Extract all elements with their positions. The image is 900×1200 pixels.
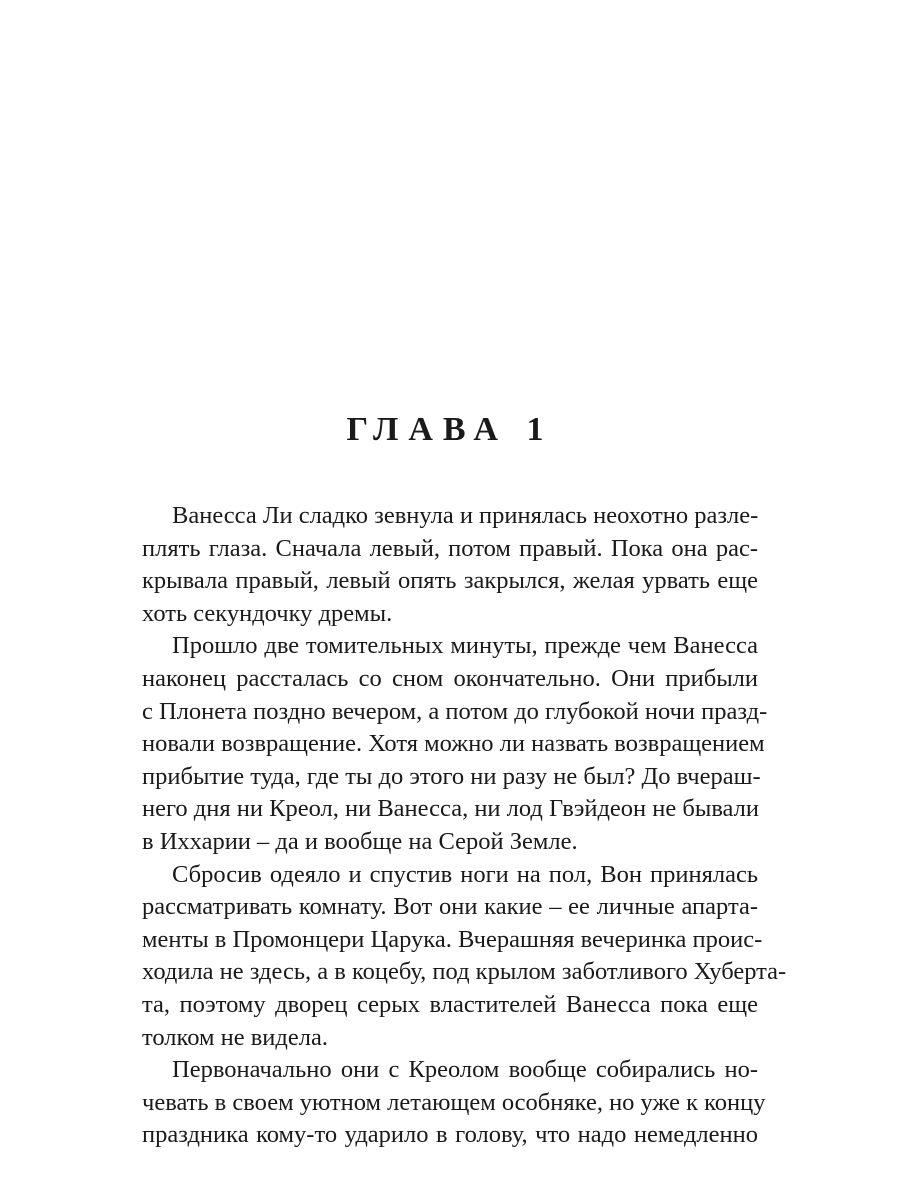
text-line: крывала правый, левый опять закрылся, желая урвать еще (142, 567, 758, 595)
text-line: та, поэтому дворец серых властителей Ванесса пока еще (142, 990, 758, 1018)
chapter-body (142, 500, 787, 1152)
text-line: менты в Промонцери Царука. Вчерашняя вечеринка проис- (142, 925, 763, 953)
text-line: Сбросив одеяло и спустив ноги на пол, Вон принялась (172, 860, 758, 888)
paragraph-4 (142, 1054, 766, 1152)
paragraph-2 (142, 630, 768, 858)
text-line: наконец рассталась со сном окончательно. Они прибыли (142, 664, 758, 692)
paragraph-1 (142, 500, 758, 630)
text-line: прибытие туда, где ты до этого ни разу не был? До вчераш- (142, 762, 761, 790)
text-line: Первоначально они с Креолом вообще собирались но- (172, 1056, 758, 1084)
chapter-title: ГЛАВА 1 (346, 411, 554, 448)
text-line: новали возвращение. Хотя можно ли назвать возвращением (142, 730, 765, 758)
text-line: рассматривать комнату. Вот они какие – ее личные апарта- (142, 893, 758, 921)
text-line: Прошло две томительных минуты, прежде чем Ванесса (172, 632, 758, 660)
text-line: плять глаза. Сначала левый, потом правый. Пока она рас- (142, 534, 758, 562)
text-line: в Иххарии – да и вообще на Серой Земле. (142, 827, 578, 855)
text-line: толком не видела. (142, 1023, 328, 1051)
text-line: с Плонета поздно вечером, а потом до глубокой ночи празд- (142, 697, 768, 725)
paragraph-3 (142, 859, 787, 1055)
text-line: чевать в своем уютном летающем особняке, но уже к концу (142, 1088, 766, 1116)
text-line: ходила не здесь, а в коцебу, под крылом заботливого Хуберта- (142, 958, 787, 986)
text-line: праздника кому-то ударило в голову, что надо немедленно (142, 1121, 758, 1149)
text-line: него дня ни Креол, ни Ванесса, ни лод Гвэйдеон не бывали (142, 795, 759, 823)
text-line: хоть секундочку дремы. (142, 599, 393, 627)
text-line: Ванесса Ли сладко зевнула и принялась неохотно разле- (172, 502, 759, 529)
